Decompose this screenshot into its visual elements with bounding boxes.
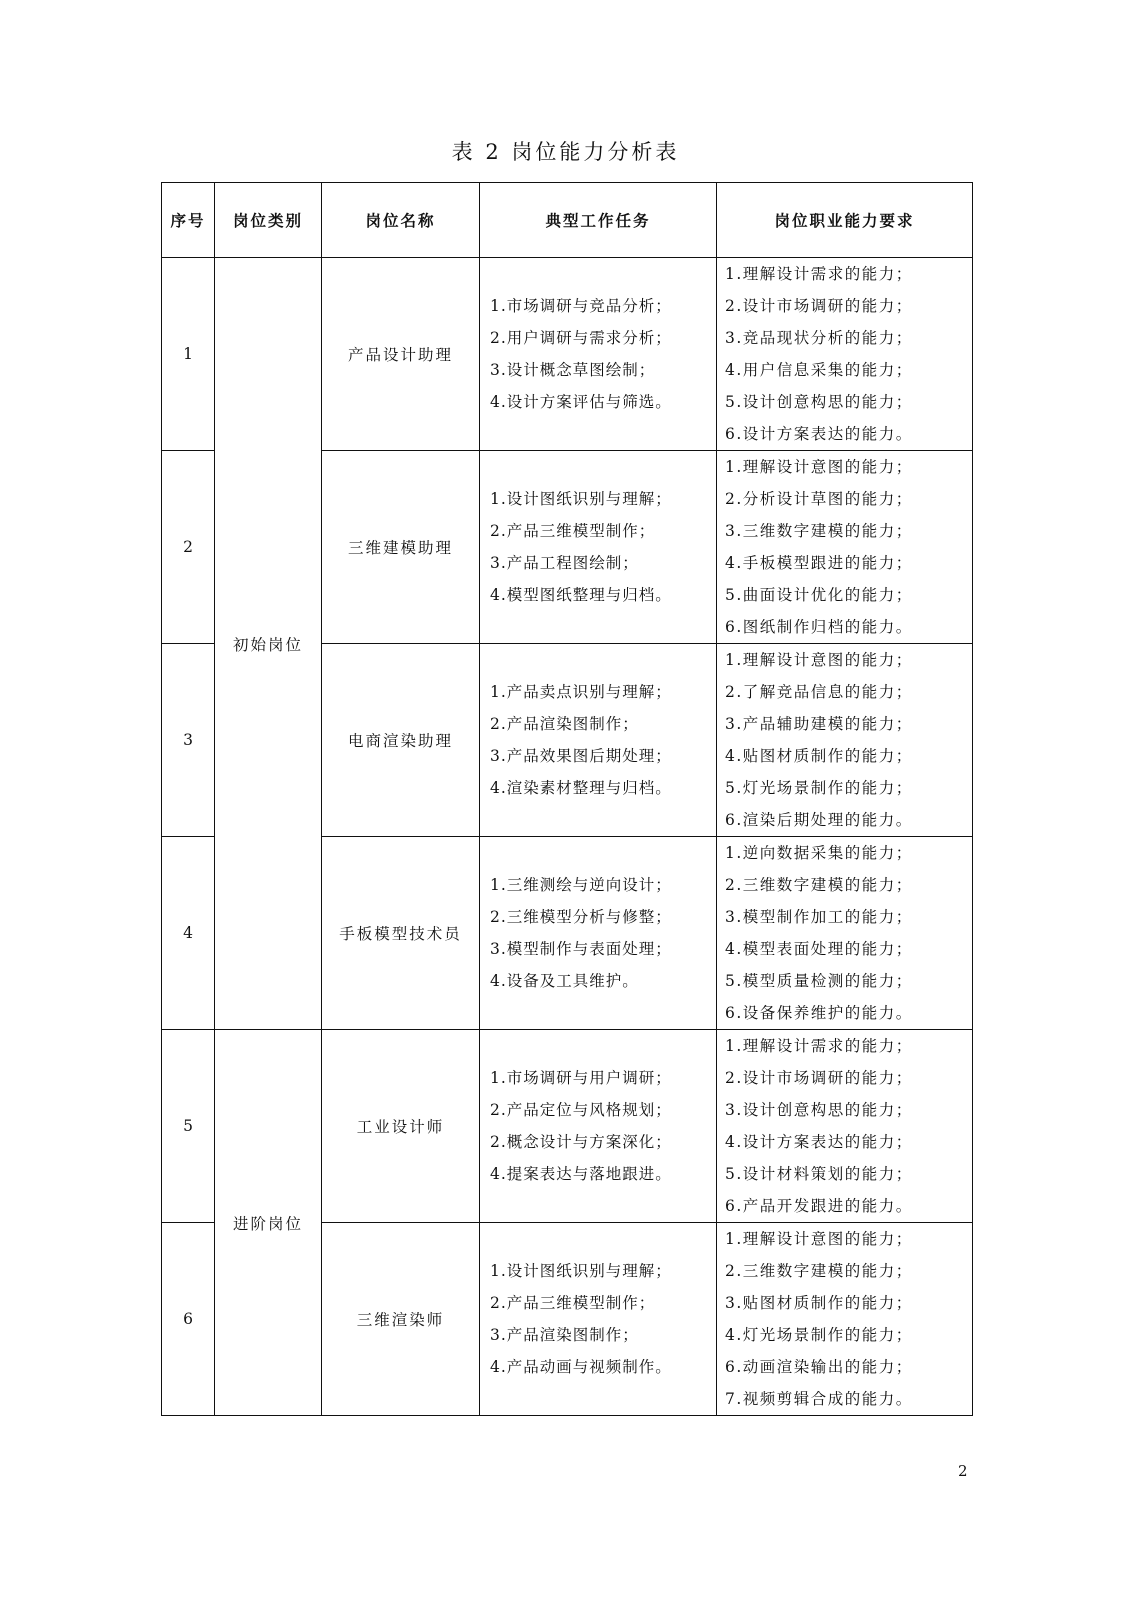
- ability-item: 6.设计方案表达的能力。: [725, 425, 913, 443]
- job-name: 工业设计师: [322, 1030, 480, 1223]
- category-cell: 进阶岗位: [215, 1030, 322, 1416]
- row-number: 5: [162, 1030, 215, 1223]
- ability-item: 3.产品辅助建模的能力；: [725, 715, 913, 733]
- job-name: 产品设计助理: [322, 258, 480, 451]
- ability-item: 5.曲面设计优化的能力；: [725, 586, 913, 604]
- row-number: 4: [162, 837, 215, 1030]
- ability-item: 5.设计材料策划的能力；: [725, 1165, 913, 1183]
- tasks-cell: [480, 451, 717, 644]
- ability-item: 5.模型质量检测的能力；: [725, 972, 913, 990]
- ability-item: 4.灯光场景制作的能力；: [725, 1326, 913, 1344]
- abilities-cell: [717, 837, 973, 1030]
- ability-item: 4.模型表面处理的能力；: [725, 940, 913, 958]
- ability-item: 3.贴图材质制作的能力；: [725, 1294, 913, 1312]
- tasks-cell: [480, 1030, 717, 1223]
- ability-item: 3.三维数字建模的能力；: [725, 522, 913, 540]
- header-tasks: 典型工作任务: [480, 183, 717, 258]
- task-item: 1.市场调研与用户调研；: [490, 1069, 672, 1087]
- ability-item: 1.逆向数据采集的能力；: [725, 844, 913, 862]
- job-name: 三维建模助理: [322, 451, 480, 644]
- task-item: 2.概念设计与方案深化；: [490, 1133, 672, 1151]
- abilities-cell: [717, 258, 973, 451]
- ability-item: 3.模型制作加工的能力；: [725, 908, 913, 926]
- row-number: 3: [162, 644, 215, 837]
- task-item: 2.产品三维模型制作；: [490, 1294, 656, 1312]
- task-item: 4.产品动画与视频制作。: [490, 1358, 672, 1376]
- tasks-cell: [480, 837, 717, 1030]
- table-header-row: [162, 183, 973, 258]
- ability-item: 6.设备保养维护的能力。: [725, 1004, 913, 1022]
- task-item: 4.设备及工具维护。: [490, 972, 639, 990]
- task-item: 4.渲染素材整理与归档。: [490, 779, 672, 797]
- table-title: 表 2 岗位能力分析表: [451, 140, 680, 164]
- job-name: 手板模型技术员: [322, 837, 480, 1030]
- header-abilities: 岗位职业能力要求: [717, 183, 973, 258]
- task-item: 1.设计图纸识别与理解；: [490, 1262, 672, 1280]
- job-ability-table: [161, 182, 973, 1416]
- task-item: 4.设计方案评估与筛选。: [490, 393, 672, 411]
- row-number: 1: [162, 258, 215, 451]
- ability-item: 2.设计市场调研的能力；: [725, 1069, 913, 1087]
- table-row: [162, 1030, 973, 1223]
- task-item: 1.市场调研与竞品分析；: [490, 297, 672, 315]
- task-item: 1.设计图纸识别与理解；: [490, 490, 672, 508]
- ability-item: 4.用户信息采集的能力；: [725, 361, 913, 379]
- ability-item: 2.设计市场调研的能力；: [725, 297, 913, 315]
- ability-item: 5.灯光场景制作的能力；: [725, 779, 913, 797]
- ability-item: 6.渲染后期处理的能力。: [725, 811, 913, 829]
- abilities-cell: [717, 644, 973, 837]
- abilities-cell: [717, 1223, 973, 1416]
- ability-item: 6.动画渲染输出的能力；: [725, 1358, 913, 1376]
- ability-item: 6.产品开发跟进的能力。: [725, 1197, 913, 1215]
- task-item: 3.产品渲染图制作；: [490, 1326, 639, 1344]
- task-item: 2.产品定位与风格规划；: [490, 1101, 672, 1119]
- abilities-cell: [717, 1030, 973, 1223]
- row-number: 6: [162, 1223, 215, 1416]
- ability-item: 3.设计创意构思的能力；: [725, 1101, 913, 1119]
- table-row: [162, 258, 973, 451]
- ability-item: 2.三维数字建模的能力；: [725, 1262, 913, 1280]
- category-cell: 初始岗位: [215, 258, 322, 1030]
- ability-item: 2.分析设计草图的能力；: [725, 490, 913, 508]
- task-item: 1.三维测绘与逆向设计；: [490, 876, 672, 894]
- tasks-cell: [480, 1223, 717, 1416]
- task-item: 2.用户调研与需求分析；: [490, 329, 672, 347]
- ability-item: 5.设计创意构思的能力；: [725, 393, 913, 411]
- task-item: 3.设计概念草图绘制；: [490, 361, 656, 379]
- task-item: 3.产品效果图后期处理；: [490, 747, 672, 765]
- ability-item: 4.贴图材质制作的能力；: [725, 747, 913, 765]
- row-number: 2: [162, 451, 215, 644]
- ability-item: 1.理解设计意图的能力；: [725, 1230, 913, 1248]
- ability-item: 7.视频剪辑合成的能力。: [725, 1390, 913, 1408]
- task-item: 1.产品卖点识别与理解；: [490, 683, 672, 701]
- header-num: 序号: [162, 183, 215, 258]
- ability-item: 6.图纸制作归档的能力。: [725, 618, 913, 636]
- ability-item: 1.理解设计需求的能力；: [725, 265, 913, 283]
- task-item: 3.模型制作与表面处理；: [490, 940, 672, 958]
- abilities-cell: [717, 451, 973, 644]
- tasks-cell: [480, 644, 717, 837]
- tasks-cell: [480, 258, 717, 451]
- task-item: 4.模型图纸整理与归档。: [490, 586, 672, 604]
- job-name: 三维渲染师: [322, 1223, 480, 1416]
- page-number: 2: [958, 1462, 968, 1480]
- ability-item: 2.了解竞品信息的能力；: [725, 683, 913, 701]
- ability-item: 1.理解设计意图的能力；: [725, 458, 913, 476]
- task-item: 3.产品工程图绘制；: [490, 554, 639, 572]
- task-item: 2.产品渲染图制作；: [490, 715, 639, 733]
- header-name: 岗位名称: [322, 183, 480, 258]
- ability-item: 2.三维数字建模的能力；: [725, 876, 913, 894]
- ability-item: 1.理解设计意图的能力；: [725, 651, 913, 669]
- task-item: 4.提案表达与落地跟进。: [490, 1165, 672, 1183]
- ability-item: 4.手板模型跟进的能力；: [725, 554, 913, 572]
- header-category: 岗位类别: [215, 183, 322, 258]
- task-item: 2.产品三维模型制作；: [490, 522, 656, 540]
- ability-item: 1.理解设计需求的能力；: [725, 1037, 913, 1055]
- ability-item: 4.设计方案表达的能力；: [725, 1133, 913, 1151]
- ability-item: 3.竞品现状分析的能力；: [725, 329, 913, 347]
- job-name: 电商渲染助理: [322, 644, 480, 837]
- task-item: 2.三维模型分析与修整；: [490, 908, 672, 926]
